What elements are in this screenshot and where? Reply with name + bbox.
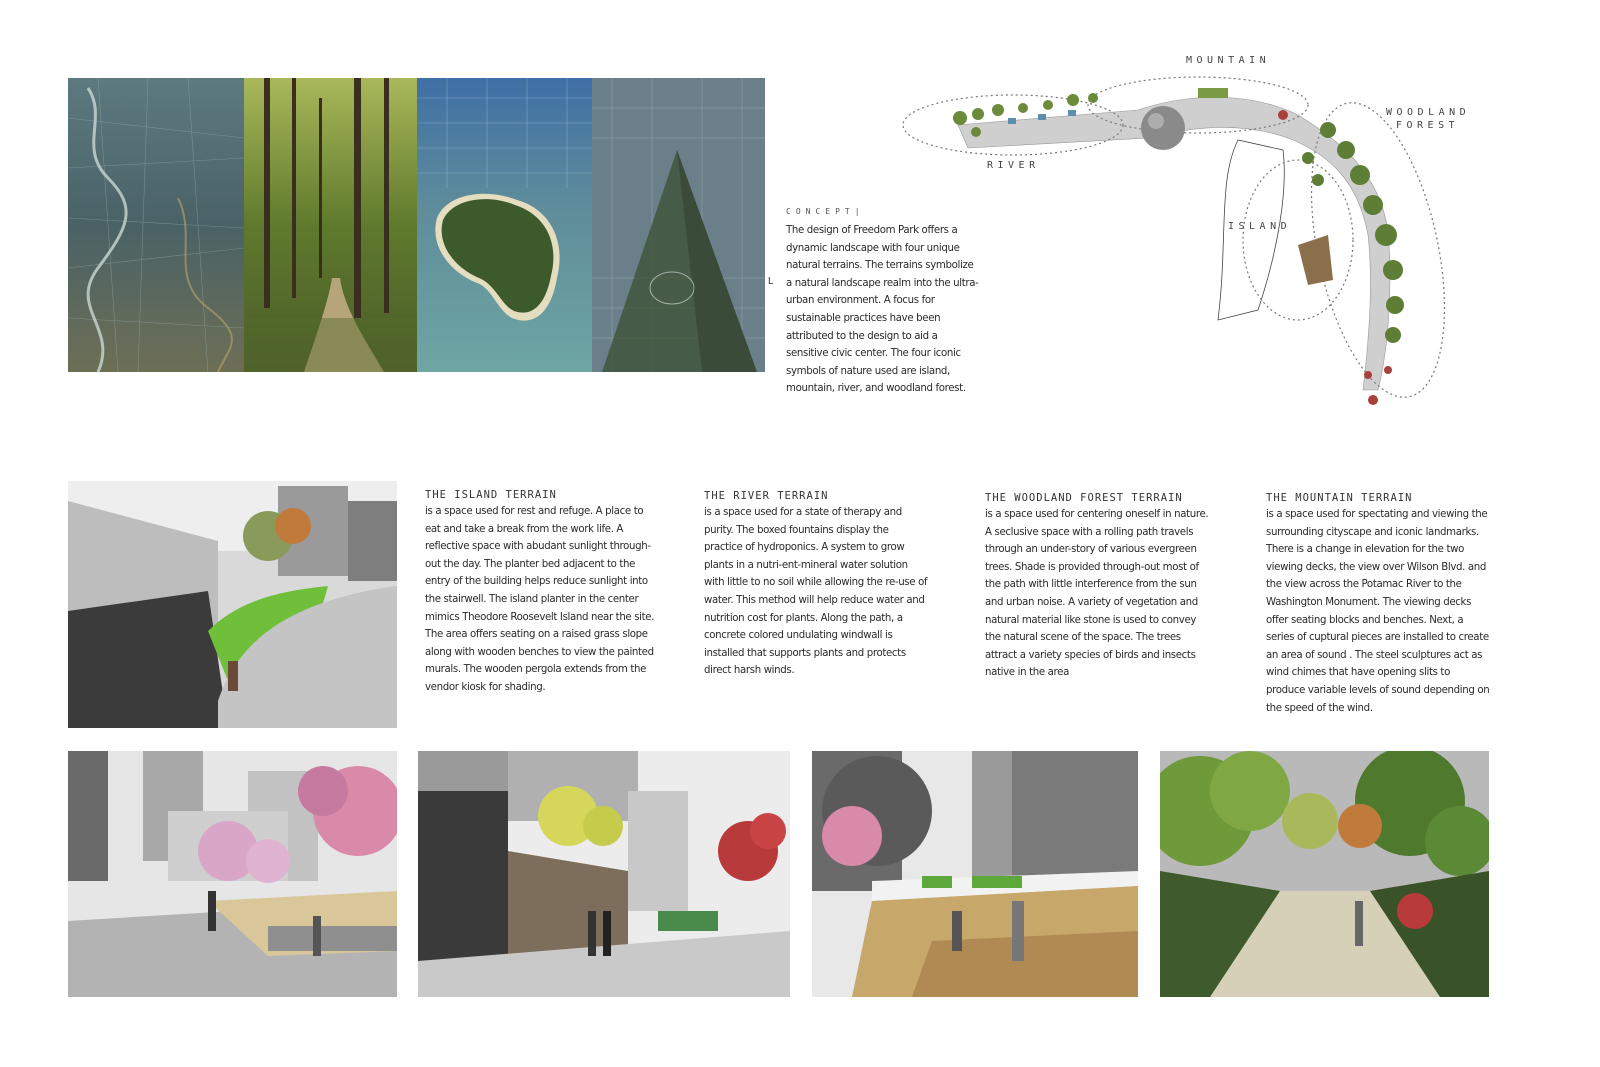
collage-mountain-city bbox=[592, 78, 765, 372]
woodland-terrain-text bbox=[985, 490, 1210, 682]
mountain-terrain-text bbox=[1266, 490, 1491, 717]
mountain-terrain-body: is a space used for spectating and viewing the surrounding cityscape and iconic landmarks. There is a change in elevation for the two viewing decks, the view over Wilson Blvd. and the view across the Potamac River to the Washington Monument. The viewing decks offer seating blocks and benches. Next, a series of cuptural pieces are installed to create an area of sound . The steel sculptures act as wind chimes that have opening slits to produce variable levels of sound depending on the speed of the wind. bbox=[1266, 509, 1490, 714]
plan-label-river: RIVER bbox=[987, 160, 1040, 171]
woodland-terrain-body: is a space used for centering oneself in nature. A seclusive space with a rolling path travels through an under-story of various evergreen trees. Shade is provided through-out most of the path with little interference from the sun and urban noise. A variety of vegetation and natural material like stone is used to convey the natural scene of the space. The trees attract a variety species of birds and insects native in the area bbox=[985, 509, 1209, 679]
concept-heading: CONCEPT| bbox=[786, 207, 865, 216]
site-plan bbox=[898, 70, 1478, 420]
plan-label-woodland: WOODLAND bbox=[1386, 107, 1471, 118]
collage-river-map bbox=[68, 78, 244, 372]
plan-label-mountain: MOUNTAIN bbox=[1186, 55, 1271, 66]
island-terrain-title: THE ISLAND TERRAIN bbox=[425, 489, 557, 501]
island-terrain-text bbox=[425, 487, 660, 697]
river-terrain-text bbox=[704, 488, 929, 680]
plan-label-island: ISLAND bbox=[1228, 221, 1292, 232]
river-path-render bbox=[418, 751, 790, 997]
island-terrain-body: is a space used for rest and refuge. A place to eat and take a break from the work life. A reflective space with abudant sunlight through-out the day. The planter bed adjacent to the entry of the building helps reduce sunlight into the stairwell. The island planter in the center mimics Theodore Roosevelt Island near the site. The area offers seating on a raised grass slope along with wooden benches to view the painted murals. The wooden pergola extends from the vendor kiosk for shading. bbox=[425, 506, 655, 693]
island-plaza-render bbox=[68, 751, 397, 997]
river-terrain-body: is a space used for a state of therapy and purity. The boxed fountains display the practice of hydroponics. A system to grow plants in a nutri-ent-mineral water solution with little to no soil while allowing the re-use of water. This method will help reduce water and nutrition cost for plants. Along the path, a concrete colored undulating windwall is installed that supports plants and protects direct harsh winds. bbox=[704, 507, 928, 677]
mountain-terrain-title: THE MOUNTAIN TERRAIN bbox=[1266, 492, 1413, 504]
woodland-path-render bbox=[1160, 751, 1489, 997]
woodland-terrain-title: THE WOODLAND FOREST TERRAIN bbox=[985, 492, 1183, 504]
plan-label-forest: FOREST bbox=[1396, 120, 1460, 131]
collage-forest-path bbox=[244, 78, 417, 372]
collage-island-aerial bbox=[417, 78, 592, 372]
river-terrain-title: THE RIVER TERRAIN bbox=[704, 490, 829, 502]
stray-mark: L bbox=[768, 276, 774, 287]
island-terrain-render bbox=[68, 481, 397, 728]
concept-paragraph: The design of Freedom Park offers a dynamic landscape with four unique natural terrains. The terrains symbolize a natural landscape realm into the ultra-urban environment. A focus for sustainable practices have been attributed to the design to aid a sensitive civic center. The four iconic symbols of nature used are island, mountain, river, and woodland forest. bbox=[786, 225, 979, 395]
mountain-deck-render bbox=[812, 751, 1138, 997]
